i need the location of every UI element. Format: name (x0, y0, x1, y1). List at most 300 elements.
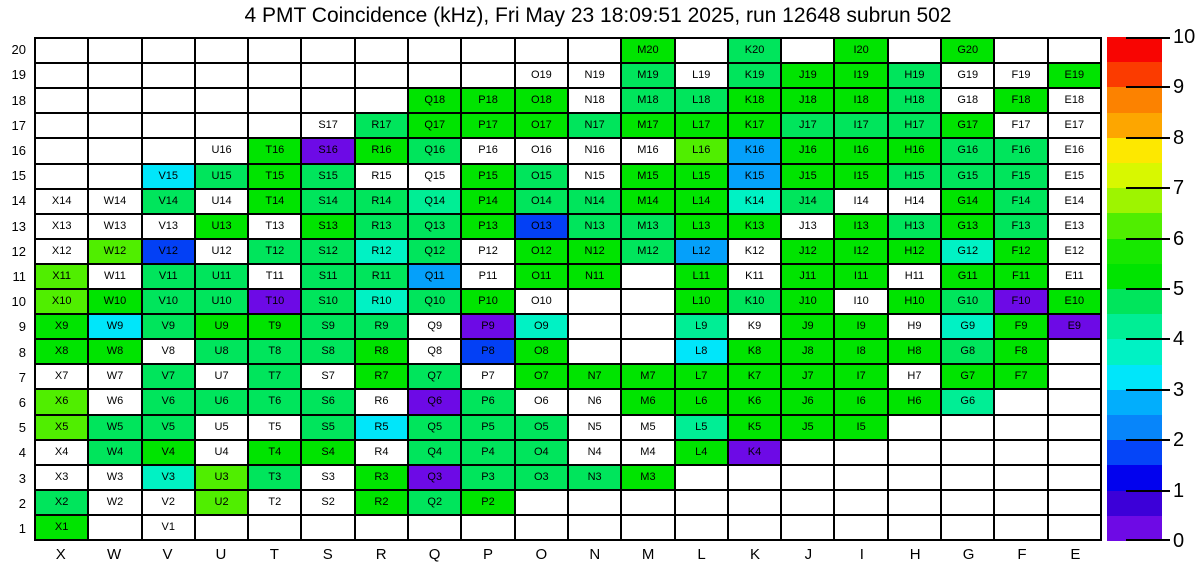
heatmap-cell-J13: J13 (782, 215, 833, 238)
heatmap-cell-P13: P13 (462, 215, 513, 238)
heatmap-cell-P6: P6 (462, 390, 513, 413)
heatmap-cell-U1 (196, 516, 247, 539)
heatmap-cell-L3 (676, 466, 727, 489)
heatmap-cell-U13: U13 (196, 215, 247, 238)
heatmap-cell-X19 (36, 64, 87, 87)
heatmap-cell-G8: G8 (942, 340, 993, 363)
heatmap-cell-U9: U9 (196, 315, 247, 338)
heatmap-cell-H17: H17 (889, 114, 940, 137)
heatmap-cell-O8: O8 (516, 340, 567, 363)
heatmap-cell-W4: W4 (89, 441, 140, 464)
heatmap-cell-O19: O19 (516, 64, 567, 87)
col-label-G: G (962, 545, 975, 563)
heatmap-cell-S10: S10 (302, 290, 353, 313)
heatmap-cell-S18 (302, 89, 353, 112)
heatmap-cell-S15: S15 (302, 165, 353, 188)
heatmap-cell-U17 (196, 114, 247, 137)
col-label-V: V (162, 545, 173, 563)
heatmap-cell-O18: O18 (516, 89, 567, 112)
heatmap-cell-T10: T10 (249, 290, 300, 313)
colorbar-segment (1107, 415, 1162, 440)
colorbar-tick (1126, 389, 1170, 391)
heatmap-cell-X2: X2 (36, 491, 87, 514)
row-label-10: 10 (11, 294, 26, 310)
heatmap-cell-F11: F11 (995, 265, 1046, 288)
heatmap-cell-S1 (302, 516, 353, 539)
heatmap-cell-T13: T13 (249, 215, 300, 238)
col-label-P: P (482, 545, 493, 563)
heatmap-cell-G2 (942, 491, 993, 514)
heatmap-cell-W9: W9 (89, 315, 140, 338)
heatmap-cell-P8: P8 (462, 340, 513, 363)
heatmap-cell-R13: R13 (356, 215, 407, 238)
heatmap-cell-J17: J17 (782, 114, 833, 137)
col-label-W: W (107, 545, 122, 563)
heatmap-cell-L1 (676, 516, 727, 539)
colorbar-tick-label-6: 6 (1173, 228, 1185, 250)
colorbar-segment (1107, 163, 1162, 188)
heatmap-cell-J1 (782, 516, 833, 539)
heatmap-cell-O5: O5 (516, 416, 567, 439)
heatmap-cell-E19: E19 (1049, 64, 1100, 87)
colorbar-tick (1126, 86, 1170, 88)
row-label-3: 3 (18, 470, 26, 486)
heatmap-cell-M2 (622, 491, 673, 514)
row-label-20: 20 (11, 42, 26, 58)
heatmap-cell-F13: F13 (995, 215, 1046, 238)
heatmap-cell-X17 (36, 114, 87, 137)
heatmap-cell-U4: U4 (196, 441, 247, 464)
heatmap-cell-U18 (196, 89, 247, 112)
heatmap-cell-I3 (835, 466, 886, 489)
row-label-17: 17 (11, 117, 26, 133)
heatmap-cell-E12: E12 (1049, 240, 1100, 263)
heatmap-cell-U19 (196, 64, 247, 87)
heatmap-cell-H10: H10 (889, 290, 940, 313)
heatmap-cell-R5: R5 (356, 416, 407, 439)
heatmap-cell-U2: U2 (196, 491, 247, 514)
row-label-5: 5 (18, 420, 26, 436)
heatmap-cell-R6: R6 (356, 390, 407, 413)
heatmap-cell-Q12: Q12 (409, 240, 460, 263)
y-axis-row-labels (0, 37, 28, 541)
row-label-15: 15 (11, 168, 26, 184)
heatmap-cell-R10: R10 (356, 290, 407, 313)
heatmap-cell-P2: P2 (462, 491, 513, 514)
heatmap-cell-K11: K11 (729, 265, 780, 288)
heatmap-cell-M5: M5 (622, 416, 673, 439)
heatmap-cell-H2 (889, 491, 940, 514)
heatmap-cell-T7: T7 (249, 365, 300, 388)
heatmap-cell-J8: J8 (782, 340, 833, 363)
heatmap-cell-R1 (356, 516, 407, 539)
heatmap-cell-I9: I9 (835, 315, 886, 338)
heatmap-cell-V3: V3 (143, 466, 194, 489)
heatmap-cell-U12: U12 (196, 240, 247, 263)
heatmap-cell-H14: H14 (889, 190, 940, 213)
heatmap-cell-Q16: Q16 (409, 139, 460, 162)
heatmap-cell-F6 (995, 390, 1046, 413)
heatmap-cell-O13: O13 (516, 215, 567, 238)
row-label-19: 19 (11, 67, 26, 83)
heatmap-cell-S12: S12 (302, 240, 353, 263)
heatmap-cell-S13: S13 (302, 215, 353, 238)
heatmap-cell-I19: I19 (835, 64, 886, 87)
heatmap-cell-E20 (1049, 39, 1100, 62)
heatmap-cell-K12: K12 (729, 240, 780, 263)
page-title: 4 PMT Coincidence (kHz), Fri May 23 18:09:51 2025, run 12648 subrun 502 (244, 4, 952, 27)
heatmap-cell-P14: P14 (462, 190, 513, 213)
colorbar-tick (1126, 238, 1170, 240)
col-label-E: E (1070, 545, 1081, 563)
col-label-R: R (375, 545, 387, 563)
row-label-12: 12 (11, 243, 26, 259)
heatmap-cell-Q4: Q4 (409, 441, 460, 464)
col-label-Q: Q (428, 545, 441, 563)
heatmap-cell-I8: I8 (835, 340, 886, 363)
heatmap-cell-P1 (462, 516, 513, 539)
heatmap-cell-R16: R16 (356, 139, 407, 162)
heatmap-cell-F5 (995, 416, 1046, 439)
heatmap-cell-E13: E13 (1049, 215, 1100, 238)
row-label-9: 9 (18, 319, 26, 335)
heatmap-cell-L12: L12 (676, 240, 727, 263)
heatmap-cell-G20: G20 (942, 39, 993, 62)
heatmap-cell-Q11: Q11 (409, 265, 460, 288)
heatmap-cell-V11: V11 (143, 265, 194, 288)
row-label-14: 14 (11, 193, 26, 209)
heatmap-cell-Q9: Q9 (409, 315, 460, 338)
heatmap-cell-P5: P5 (462, 416, 513, 439)
colorbar-tick (1126, 439, 1170, 441)
heatmap-cell-X16 (36, 139, 87, 162)
heatmap-cell-E5 (1049, 416, 1100, 439)
heatmap-cell-U10: U10 (196, 290, 247, 313)
heatmap-cell-X8: X8 (36, 340, 87, 363)
colorbar-segment (1107, 289, 1162, 314)
heatmap-cell-S11: S11 (302, 265, 353, 288)
colorbar-tick (1126, 288, 1170, 290)
heatmap-cell-R14: R14 (356, 190, 407, 213)
x-axis-column-labels (34, 543, 1102, 565)
heatmap-cell-X7: X7 (36, 365, 87, 388)
heatmap-cell-M20: M20 (622, 39, 673, 62)
heatmap-cell-O4: O4 (516, 441, 567, 464)
heatmap-cell-M6: M6 (622, 390, 673, 413)
heatmap-cell-P11: P11 (462, 265, 513, 288)
heatmap-cell-Q2: Q2 (409, 491, 460, 514)
heatmap-cell-H16: H16 (889, 139, 940, 162)
heatmap-cell-S5: S5 (302, 416, 353, 439)
heatmap-cell-X11: X11 (36, 265, 87, 288)
heatmap-cell-L13: L13 (676, 215, 727, 238)
heatmap-cell-K1 (729, 516, 780, 539)
heatmap-cell-S19 (302, 64, 353, 87)
heatmap-cell-S2: S2 (302, 491, 353, 514)
heatmap-cell-K14: K14 (729, 190, 780, 213)
heatmap-cell-K19: K19 (729, 64, 780, 87)
heatmap-cell-E14: E14 (1049, 190, 1100, 213)
heatmap-cell-V7: V7 (143, 365, 194, 388)
heatmap-cell-N5: N5 (569, 416, 620, 439)
colorbar-segment (1107, 264, 1162, 289)
colorbar-segment (1107, 138, 1162, 163)
heatmap-cell-Q5: Q5 (409, 416, 460, 439)
heatmap-cell-L19: L19 (676, 64, 727, 87)
heatmap-cell-N18: N18 (569, 89, 620, 112)
heatmap-cell-O12: O12 (516, 240, 567, 263)
heatmap-cell-L15: L15 (676, 165, 727, 188)
heatmap-cell-J2 (782, 491, 833, 514)
heatmap-cell-E16: E16 (1049, 139, 1100, 162)
heatmap-cell-M3: M3 (622, 466, 673, 489)
heatmap-cell-E6 (1049, 390, 1100, 413)
heatmap-cell-O20 (516, 39, 567, 62)
heatmap-cell-X1: X1 (36, 516, 87, 539)
heatmap-cell-J7: J7 (782, 365, 833, 388)
heatmap-cell-U14: U14 (196, 190, 247, 213)
heatmap-cell-J4 (782, 441, 833, 464)
heatmap-cell-K18: K18 (729, 89, 780, 112)
heatmap-cell-E3 (1049, 466, 1100, 489)
heatmap-cell-M14: M14 (622, 190, 673, 213)
heatmap-cell-Q3: Q3 (409, 466, 460, 489)
heatmap-cell-Q15: Q15 (409, 165, 460, 188)
heatmap-cell-N9 (569, 315, 620, 338)
colorbar-tick (1126, 137, 1170, 139)
heatmap-cell-H9: H9 (889, 315, 940, 338)
heatmap-cell-W14: W14 (89, 190, 140, 213)
heatmap-cell-W11: W11 (89, 265, 140, 288)
heatmap-cell-F14: F14 (995, 190, 1046, 213)
heatmap-cell-G5 (942, 416, 993, 439)
heatmap-cell-E10: E10 (1049, 290, 1100, 313)
heatmap-cell-M19: M19 (622, 64, 673, 87)
heatmap-cell-I12: I12 (835, 240, 886, 263)
heatmap-cell-P15: P15 (462, 165, 513, 188)
col-label-I: I (859, 545, 864, 563)
heatmap-cell-R2: R2 (356, 491, 407, 514)
heatmap-cell-R17: R17 (356, 114, 407, 137)
heatmap-cell-W3: W3 (89, 466, 140, 489)
heatmap-cell-Q1 (409, 516, 460, 539)
heatmap-cell-G18: G18 (942, 89, 993, 112)
heatmap-cell-E1 (1049, 516, 1100, 539)
colorbar-segment (1107, 213, 1162, 238)
heatmap-cell-P12: P12 (462, 240, 513, 263)
heatmap-cell-V10: V10 (143, 290, 194, 313)
heatmap-cell-K20: K20 (729, 39, 780, 62)
heatmap-cell-V4: V4 (143, 441, 194, 464)
heatmap-cell-M7: M7 (622, 365, 673, 388)
heatmap-cell-T11: T11 (249, 265, 300, 288)
heatmap-cell-M11 (622, 265, 673, 288)
heatmap-cell-U11: U11 (196, 265, 247, 288)
heatmap-cell-X14: X14 (36, 190, 87, 213)
heatmap-cell-V2: V2 (143, 491, 194, 514)
heatmap-cell-L5: L5 (676, 416, 727, 439)
heatmap-cell-N14: N14 (569, 190, 620, 213)
heatmap-cell-M9 (622, 315, 673, 338)
heatmap-cell-K17: K17 (729, 114, 780, 137)
row-label-13: 13 (11, 218, 26, 234)
row-label-16: 16 (11, 142, 26, 158)
heatmap-cell-N16: N16 (569, 139, 620, 162)
heatmap-cell-W12: W12 (89, 240, 140, 263)
heatmap-cell-N10 (569, 290, 620, 313)
heatmap-cell-G15: G15 (942, 165, 993, 188)
heatmap-cell-M15: M15 (622, 165, 673, 188)
colorbar-segment (1107, 37, 1162, 62)
heatmap-cell-G19: G19 (942, 64, 993, 87)
col-label-K: K (749, 545, 760, 563)
heatmap-cell-K13: K13 (729, 215, 780, 238)
heatmap-cell-U16: U16 (196, 139, 247, 162)
heatmap-cell-N13: N13 (569, 215, 620, 238)
heatmap-cell-T9: T9 (249, 315, 300, 338)
colorbar-tick (1126, 338, 1170, 340)
heatmap-cell-N4: N4 (569, 441, 620, 464)
heatmap-cell-K9: K9 (729, 315, 780, 338)
heatmap-cell-J9: J9 (782, 315, 833, 338)
heatmap-cell-L17: L17 (676, 114, 727, 137)
heatmap-cell-W19 (89, 64, 140, 87)
colorbar-segment (1107, 239, 1162, 264)
heatmap-cell-M18: M18 (622, 89, 673, 112)
col-label-L: L (697, 545, 706, 563)
heatmap-cell-N19: N19 (569, 64, 620, 87)
colorbar-segment (1107, 62, 1162, 87)
heatmap-cell-M10 (622, 290, 673, 313)
row-label-4: 4 (18, 445, 26, 461)
col-label-T: T (269, 545, 279, 563)
colorbar-tick-label-7: 7 (1173, 177, 1185, 199)
colorbar-tick (1126, 490, 1170, 492)
heatmap-cell-W18 (89, 89, 140, 112)
heatmap-cell-I15: I15 (835, 165, 886, 188)
row-label-18: 18 (11, 92, 26, 108)
col-label-H: H (909, 545, 921, 563)
heatmap-cell-G1 (942, 516, 993, 539)
heatmap-cell-G10: G10 (942, 290, 993, 313)
heatmap-cell-L2 (676, 491, 727, 514)
colorbar-tick (1126, 37, 1170, 39)
heatmap-cell-W13: W13 (89, 215, 140, 238)
heatmap-cell-G7: G7 (942, 365, 993, 388)
heatmap-cell-O6: O6 (516, 390, 567, 413)
heatmap-cell-R15: R15 (356, 165, 407, 188)
heatmap-cell-R18 (356, 89, 407, 112)
heatmap-cell-H7: H7 (889, 365, 940, 388)
heatmap-cell-V17 (143, 114, 194, 137)
heatmap-cell-V19 (143, 64, 194, 87)
heatmap-cell-W20 (89, 39, 140, 62)
heatmap-cell-Q10: Q10 (409, 290, 460, 313)
heatmap-cell-T1 (249, 516, 300, 539)
heatmap-cell-P7: P7 (462, 365, 513, 388)
heatmap-cell-Q8: Q8 (409, 340, 460, 363)
col-label-S: S (322, 545, 333, 563)
colorbar-segment (1107, 465, 1162, 490)
heatmap-cell-I16: I16 (835, 139, 886, 162)
row-label-7: 7 (18, 369, 26, 385)
heatmap-cell-L7: L7 (676, 365, 727, 388)
heatmap-cell-S16: S16 (302, 139, 353, 162)
heatmap-cell-O10: O10 (516, 290, 567, 313)
heatmap-cell-I18: I18 (835, 89, 886, 112)
heatmap-cell-H6: H6 (889, 390, 940, 413)
heatmap-cell-Q17: Q17 (409, 114, 460, 137)
heatmap-cell-G12: G12 (942, 240, 993, 263)
heatmap-cell-T4: T4 (249, 441, 300, 464)
heatmap-cell-S8: S8 (302, 340, 353, 363)
heatmap-cell-Q20 (409, 39, 460, 62)
heatmap-cell-G14: G14 (942, 190, 993, 213)
heatmap-cell-T12: T12 (249, 240, 300, 263)
heatmap-cell-S20 (302, 39, 353, 62)
heatmap-cell-N2 (569, 491, 620, 514)
colorbar-tick-label-8: 8 (1173, 127, 1185, 149)
colorbar-tick (1126, 539, 1170, 541)
colorbar-tick-label-3: 3 (1173, 379, 1185, 401)
heatmap-cell-H3 (889, 466, 940, 489)
col-label-N: N (589, 545, 601, 563)
heatmap-cell-F1 (995, 516, 1046, 539)
heatmap-cell-T17 (249, 114, 300, 137)
heatmap-cell-G13: G13 (942, 215, 993, 238)
heatmap-cell-N17: N17 (569, 114, 620, 137)
heatmap-cell-U6: U6 (196, 390, 247, 413)
heatmap-cell-K6: K6 (729, 390, 780, 413)
heatmap-cell-T18 (249, 89, 300, 112)
heatmap-cell-I4 (835, 441, 886, 464)
heatmap-cell-X4: X4 (36, 441, 87, 464)
heatmap-cell-V5: V5 (143, 416, 194, 439)
heatmap-cell-P17: P17 (462, 114, 513, 137)
heatmap-cell-O2 (516, 491, 567, 514)
row-label-1: 1 (18, 520, 26, 536)
col-label-O: O (535, 545, 548, 563)
heatmap-cell-W15 (89, 165, 140, 188)
colorbar-tick (1126, 187, 1170, 189)
heatmap-cell-O3: O3 (516, 466, 567, 489)
heatmap-cell-X3: X3 (36, 466, 87, 489)
heatmap-cell-P4: P4 (462, 441, 513, 464)
heatmap-cell-L16: L16 (676, 139, 727, 162)
colorbar (1107, 26, 1196, 552)
heatmap-cell-R9: R9 (356, 315, 407, 338)
heatmap-cell-I7: I7 (835, 365, 886, 388)
heatmap-cell-L11: L11 (676, 265, 727, 288)
heatmap-cell-E17: E17 (1049, 114, 1100, 137)
heatmap-cell-L14: L14 (676, 190, 727, 213)
heatmap-cell-Q7: Q7 (409, 365, 460, 388)
heatmap-cell-V1: V1 (143, 516, 194, 539)
heatmap-cell-P10: P10 (462, 290, 513, 313)
heatmap-cell-R12: R12 (356, 240, 407, 263)
heatmap-cell-I17: I17 (835, 114, 886, 137)
heatmap-cell-V15: V15 (143, 165, 194, 188)
heatmap-cell-E8 (1049, 340, 1100, 363)
heatmap-cell-F18: F18 (995, 89, 1046, 112)
heatmap-cell-S7: S7 (302, 365, 353, 388)
colorbar-tick-label-1: 1 (1173, 480, 1185, 502)
heatmap-cell-S14: S14 (302, 190, 353, 213)
col-label-X: X (55, 545, 66, 563)
heatmap-cell-P9: P9 (462, 315, 513, 338)
heatmap-cell-F10: F10 (995, 290, 1046, 313)
heatmap-cell-P16: P16 (462, 139, 513, 162)
